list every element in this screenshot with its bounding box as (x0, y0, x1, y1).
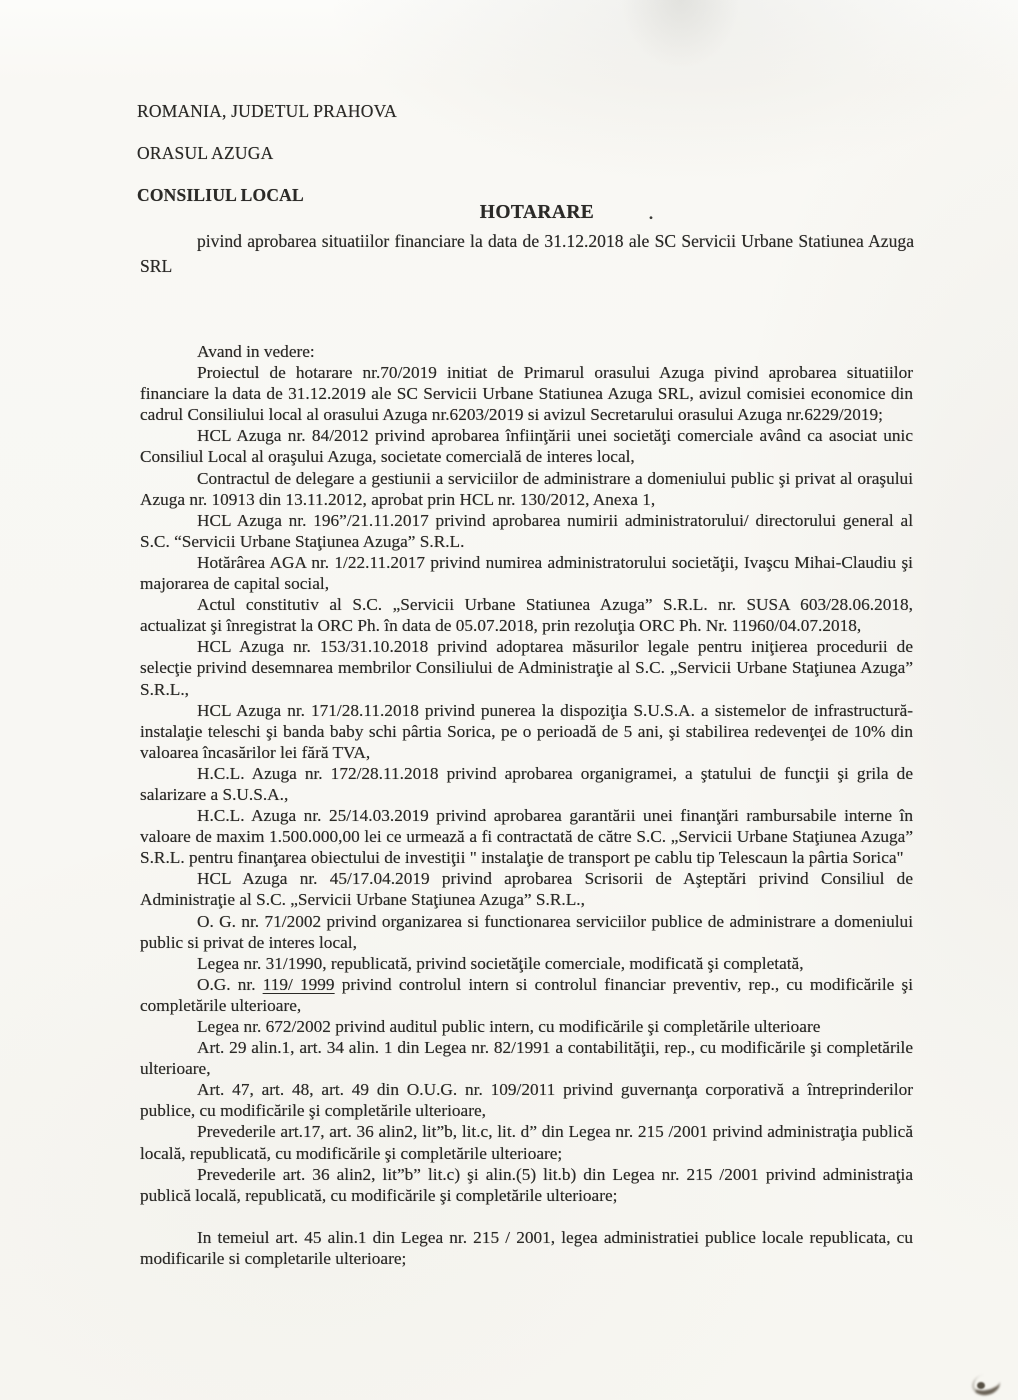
recital-og-119-prefix: O.G. nr. (197, 974, 263, 994)
recital-hcl-45-2019: HCL Azuga nr. 45/17.04.2019 privind aprobarea Scrisorii de Aşteptări privind Consiliul de Administraţie al S.C. „Servicii Urbane Staţiunea Azuga” S.R.L., (140, 869, 913, 910)
title-stray-dot: . (649, 206, 653, 223)
preamble-heading: Avand in vedere: (197, 342, 315, 361)
letterhead-council: CONSILIUL LOCAL (137, 185, 304, 205)
recital-hcl-172-2018: H.C.L. Azuga nr. 172/28.11.2018 privind aprobarea organigramei, a ştatului de funcţii şi grila de salarizare a S.U.S.A., (140, 763, 913, 804)
recital-project: Proiectul de hotarare nr.70/2019 initiat de Primarul orasului Azuga pivind aprobarea situatiilor financiare la data de 31.12.2019 ale SC Servicii Urbane Statiunea Azuga SRL, avizul comisiei economice din cadrul Consiliului local al orasului Azuga nr.6203/2019 si avizul Secretarului orasului Azuga nr.6229/2019; (140, 363, 913, 425)
recital-delegation-contract: Contractul de delegare a gestiunii a serviciilor de administrare a domeniului public şi privat al oraşului Azuga nr. 10913 din 13.11.2012, aprobat prin HCL nr. 130/2012, Anexa 1, (140, 468, 913, 509)
closing-clause: In temeiul art. 45 alin.1 din Legea nr. 215 / 2001, legea administratiei publice locale republicata, cu modificarile si completarile ulterioare; (140, 1227, 913, 1268)
recital-legea-672-2002: Legea nr. 672/2002 privind auditul public intern, cu modificările şi completările ulterioare (197, 1017, 821, 1036)
letterhead-city: ORASUL AZUGA (137, 143, 274, 163)
recital-og-119-underlined-number: 119/ 1999 (262, 974, 335, 994)
recital-prevederile-art36: Prevederile art. 36 alin2, lit”b” lit.c) şi alin.(5) lit.b) din Legea nr. 215 /2001 privind administraţia publică locală, republicată, cu modificările şi completările ulterioare; (140, 1164, 913, 1205)
scan-smudge-artifact (970, 1371, 1002, 1397)
document-subtitle: pivind aprobarea situatiilor financiare la data de 31.12.2018 ale SC Servicii Urbane Statiunea Azuga SRL (140, 231, 914, 276)
document-title: HOTARARE (479, 202, 595, 223)
recital-constitutive-act: Actul constitutiv al S.C. „Servicii Urbane Statiunea Azuga” S.R.L. nr. SUSA 603/28.06.2018, actualizat şi înregistrat la ORC Ph. în data de 05.07.2018, prin rezoluţia ORC Ph. Nr. 11960/04.07.2018, (140, 595, 913, 636)
recital-hcl-25-2019: H.C.L. Azuga nr. 25/14.03.2019 privind aprobarea garantării unei finanţări rambursabile interne în valoare de maxim 1.500.000,00 lei ce urmează a fi contractată de către S.C. „Servicii Urbane Staţiunea Azuga” S.R.L. pentru finanţarea obiectului de investiţii " instalaţie de transport pe cablu tip Telescaun la pârtia Sorica" (140, 806, 913, 868)
recital-hcl-196-2017: HCL Azuga nr. 196”/21.11.2017 privind aprobarea numirii administratorului/ directorului general al S.C. “Servicii Urbane Staţiunea Azuga” S.R.L. (140, 510, 913, 551)
recital-legea-31-1990: Legea nr. 31/1990, republicată, privind societăţile comerciale, modificată şi completată, (197, 953, 804, 973)
recital-aga-1-2017: Hotărârea AGA nr. 1/22.11.2017 privind numirea administratorului societăţii, Ivaşcu Mihai-Claudiu şi majorarea de capital social, (140, 552, 913, 594)
letterhead-country-county: ROMANIA, JUDETUL PRAHOVA (137, 101, 398, 121)
recital-og-119-suffix: privind controlul intern si controlul financiar preventiv, rep., cu modificările şi completările ulterioare, (140, 974, 913, 1015)
recital-art-47-48-49: Art. 47, art. 48, art. 49 din O.U.G. nr. 109/2011 privind guvernanţa corporativă a întreprinderilor publice, cu modificările şi completările ulterioare, (140, 1080, 913, 1121)
scan-smudge-dot (977, 1382, 985, 1389)
recital-hcl-153-2018: HCL Azuga nr. 153/31.10.2018 privind adoptarea măsurilor legale pentru iniţierea procedurii de selecţie privind desemnarea membrilor Consiliului de Administraţie al S.C. „Servicii Urbane Staţiunea Azuga” S.R.L., (140, 637, 913, 699)
recital-og-71-2002: O. G. nr. 71/2002 privind organizarea si functionarea serviciilor publice de administrare a domeniului public si privat de interes local, (140, 911, 913, 952)
document-body (140, 341, 913, 1269)
recital-og-119-1999 (140, 974, 913, 1016)
recital-art-29-34: Art. 29 alin.1, art. 34 alin. 1 din Legea nr. 82/1991 a contabilităţii, rep., cu modificările şi completările ulterioare, (140, 1038, 913, 1079)
recital-prevederile-art17: Prevederile art.17, art. 36 alin2, lit”b, lit.c, lit. d” din Legea nr. 215 /2001 privind administraţia publică locală, republicată, cu modificările şi completările ulterioare; (140, 1122, 913, 1163)
recital-hcl-171-2018: HCL Azuga nr. 171/28.11.2018 privind punerea la dispoziţia S.U.S.A. a sistemelor de infrastructură-instalaţie teleschi şi banda baby schi pârtia Sorica, pe o perioadă de 5 ani, şi stabilirea redevenţei de 10% din valoarea încasărilor lei fără TVA, (140, 700, 913, 762)
recital-hcl-84-2012: HCL Azuga nr. 84/2012 privind aprobarea înfiinţării unei societăţi comerciale având ca asociat unic Consiliul Local al oraşului Azuga, societate comercială de interes local, (140, 426, 913, 467)
scan-fold-shadow (620, 0, 740, 70)
